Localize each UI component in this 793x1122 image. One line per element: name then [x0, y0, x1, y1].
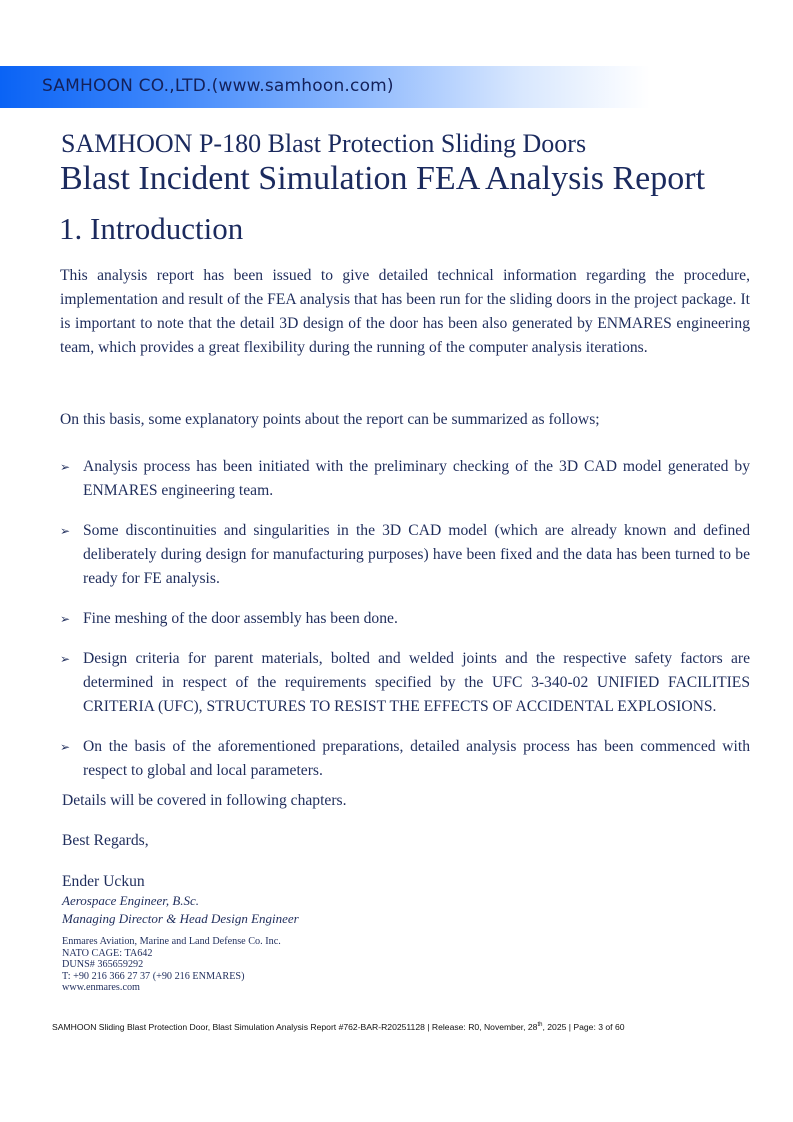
intro-paragraph: This analysis report has been issued to give detailed technical information regarding the procedure, implementation and result of the FEA analysis that has been run for the sliding doors in the project package. It is important to note that the detail 3D design of the door has been also generated by ENMARES engineering team, which provides a great flexibility during the running of the computer analysis iterations. [60, 267, 750, 356]
summary-intro-paragraph: On this basis, some explanatory points about the report can be summarized as follows; [60, 411, 600, 428]
bullet-list [60, 455, 750, 799]
section-heading: 1. Introduction [59, 211, 244, 246]
document-subtitle: SAMHOON P-180 Blast Protection Sliding Doors [61, 129, 587, 158]
website-link[interactable]: www.enmares.com [62, 982, 140, 993]
phone-number: T: +90 216 366 27 37 (+90 216 ENMARES) [62, 970, 245, 982]
bullet-text: Design criteria for parent materials, bolted and welded joints and the respective safety factors are determined in respect of the requirements specified by the UFC 3-340-02 UNIFIED FACILITIES CRITERIA (UFC), STRUCTURES TO RESIST THE EFFECTS OF ACCIDENTAL EXPLOSIONS. [83, 650, 750, 715]
arrow-bullet-icon: ➢ [60, 652, 71, 666]
arrow-bullet-icon: ➢ [60, 612, 71, 626]
bullet-item [60, 647, 750, 719]
closing-line: Details will be covered in following chapters. [62, 792, 347, 809]
footer-text: SAMHOON Sliding Blast Protection Door, Blast Simulation Analysis Report #762-BAR-R20251128 | Release: R0, November, 28 [52, 1022, 538, 1032]
footer-ordinal: th [537, 1022, 543, 1029]
bullet-text: Analysis process has been initiated with the preliminary checking of the 3D CAD model generated by ENMARES engineering team. [83, 458, 750, 499]
arrow-bullet-icon: ➢ [60, 460, 71, 474]
bullet-item [60, 607, 750, 631]
arrow-bullet-icon: ➢ [60, 740, 71, 754]
contact-block [62, 936, 281, 994]
nato-cage: NATO CAGE: TA642 [62, 947, 153, 959]
duns-number: DUNS# 365659292 [62, 959, 144, 970]
company-header: SAMHOON CO.,LTD.(www.samhoon.com) [42, 76, 394, 96]
arrow-bullet-icon: ➢ [60, 524, 71, 538]
signatory-title: Managing Director & Head Design Engineer [62, 911, 299, 926]
bullet-text: Fine meshing of the door assembly has been done. [83, 610, 398, 627]
bullet-text: On the basis of the aforementioned preparations, detailed analysis process has been commenced with respect to global and local parameters. [83, 738, 750, 779]
signatory-qualification: Aerospace Engineer, B.Sc. [62, 893, 200, 908]
document-title: Blast Incident Simulation FEA Analysis Report [60, 160, 706, 197]
company-name: Enmares Aviation, Marine and Land Defense Co. Inc. [62, 936, 281, 947]
page-footer [52, 1022, 625, 1032]
footer-page-info: , 2025 | Page: 3 of 60 [542, 1022, 625, 1032]
bullet-item [60, 735, 750, 783]
regards-line: Best Regards, [62, 832, 149, 849]
bullet-item [60, 519, 750, 591]
bullet-item [60, 455, 750, 503]
signatory-name: Ender Uckun [62, 873, 145, 890]
bullet-text: Some discontinuities and singularities in the 3D CAD model (which are already known and defined deliberately during design for manufacturing purposes) have been fixed and the data has been turned to be ready for FE analysis. [83, 522, 750, 587]
